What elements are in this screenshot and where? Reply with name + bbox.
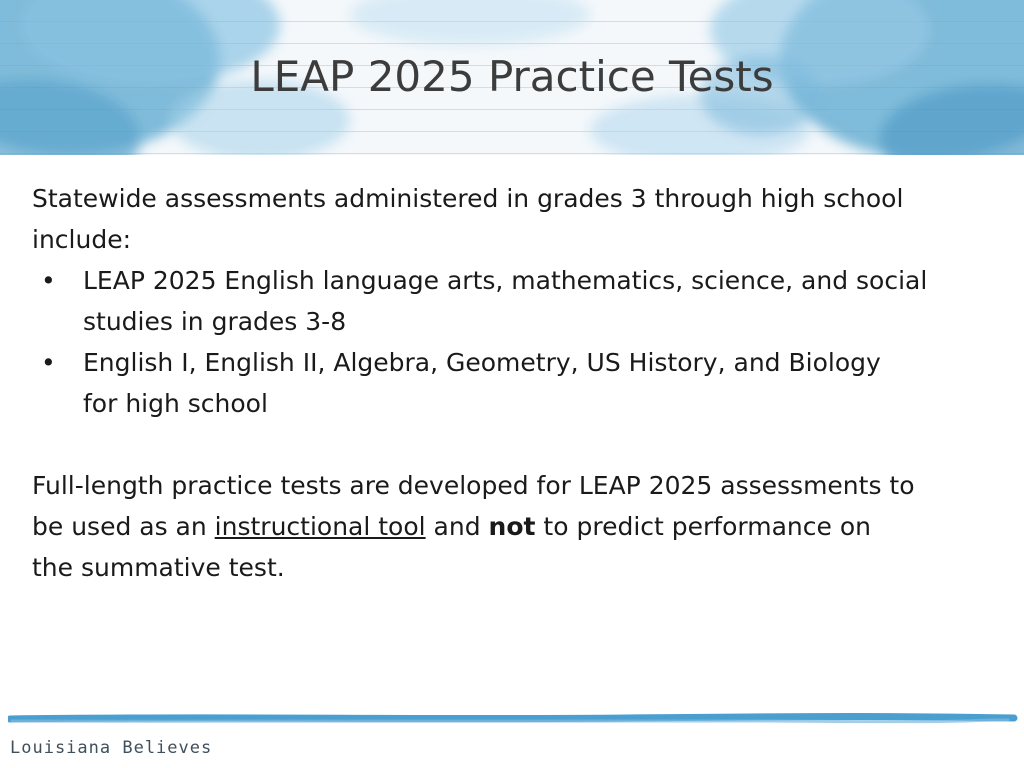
not-emphasis: not bbox=[488, 512, 536, 541]
list-item bbox=[32, 342, 1007, 424]
instructional-tool-emphasis: instructional tool bbox=[214, 512, 426, 541]
intro-line-2: include: bbox=[32, 225, 131, 254]
intro-line-1: Statewide assessments administered in grades 3 through high school bbox=[32, 184, 904, 213]
closing-line-2-post: to predict performance on bbox=[535, 512, 871, 541]
slide-body bbox=[32, 178, 1007, 588]
closing-line-3: the summative test. bbox=[32, 553, 285, 582]
assessment-list bbox=[32, 260, 1007, 424]
bullet-icon: • bbox=[41, 348, 56, 377]
list-item bbox=[32, 260, 1007, 342]
louisiana-believes-logo: Louisiana Believes bbox=[10, 738, 213, 758]
paragraph-spacer bbox=[32, 424, 1007, 465]
list-item-line-2: studies in grades 3-8 bbox=[83, 307, 347, 336]
intro-text bbox=[32, 178, 1007, 260]
footer-brush-line bbox=[8, 710, 1018, 726]
closing-text bbox=[32, 465, 1007, 588]
slide-title: LEAP 2025 Practice Tests bbox=[250, 52, 774, 101]
closing-line-2-pre: be used as an bbox=[32, 512, 215, 541]
list-item-line-1: English I, English II, Algebra, Geometry, US History, and Biology bbox=[83, 348, 881, 377]
list-item-line-2: for high school bbox=[83, 389, 268, 418]
closing-line-2-mid: and bbox=[425, 512, 489, 541]
closing-line-1: Full-length practice tests are developed for LEAP 2025 assessments to bbox=[32, 471, 915, 500]
header-banner bbox=[0, 0, 1024, 155]
bullet-icon: • bbox=[41, 266, 56, 295]
list-item-line-1: LEAP 2025 English language arts, mathematics, science, and social bbox=[83, 266, 928, 295]
